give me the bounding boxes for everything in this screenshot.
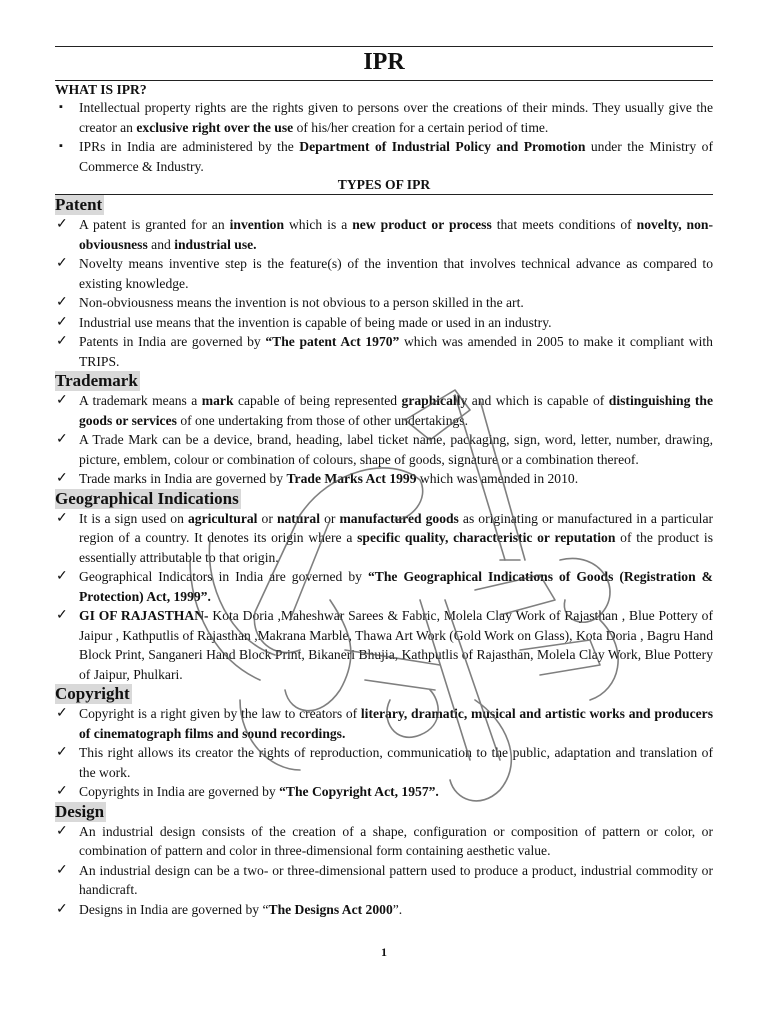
- section-item: [55, 606, 713, 684]
- bold-text: “The patent Act 1970”: [265, 334, 400, 349]
- text-run: IPRs in India are administered by the: [79, 139, 300, 154]
- check-icon: ✓: [56, 432, 68, 447]
- document-page: [55, 46, 713, 919]
- section-heading: [55, 371, 713, 391]
- check-icon: ✓: [56, 823, 68, 839]
- section-heading-label: Patent: [55, 195, 103, 214]
- bold-text: Department of Industrial Policy and Promotion: [299, 139, 586, 154]
- check-icon: ✓: [56, 862, 68, 878]
- section-item: [55, 313, 713, 333]
- bold-text: distinguishing the goods or services: [79, 393, 713, 428]
- check-icon: ✓: [56, 901, 68, 917]
- bullet-icon: ▪: [59, 140, 63, 152]
- bold-text: literary, dramatic, musical and artistic works and producers of cinematograph films and sound recordings.: [79, 706, 714, 741]
- text-run: Kota Doria ,Maheshwar Sarees & Fabric, Molela Clay Work of Rajasthan , Blue Pottery of Jaipur , Kathputlis of Rajasthan ,Makrana Marble, Thawa Art Work (Gold Work on Glass), Kota Doria , Bagru Hand Block Print, Sanganeri Hand Block Print, Bikaneri Bhujia, Kathputlis of Rajasthan, Molela Clay Work, Blue Pottery of Jaipur, Phulkari.: [79, 608, 713, 682]
- bold-text: mark: [201, 393, 234, 408]
- check-icon: ✓: [56, 217, 68, 232]
- section-item: [55, 509, 713, 568]
- what-is-heading: WHAT IS IPR?: [55, 82, 147, 97]
- page-number: 1: [381, 945, 387, 959]
- text-run: An industrial design consists of the creation of a shape, configuration or composition of pattern or color, or combination of pattern and color in three-dimensional form containing aesthetic value.: [79, 823, 713, 858]
- text-run: Copyrights in India are governed by: [79, 784, 280, 799]
- section-item: [55, 293, 713, 313]
- section-list: [55, 822, 713, 920]
- section-heading: [55, 802, 713, 822]
- text-run: under the Ministry of Commerce & Industry.: [79, 139, 713, 174]
- section-item: [55, 254, 713, 293]
- bold-text: new product or process: [352, 217, 492, 232]
- check-icon: ✓: [56, 295, 68, 310]
- bullet-icon: ▪: [59, 101, 63, 113]
- section-heading-label: Design: [55, 801, 105, 821]
- text-run: which was amended in 2010.: [416, 471, 579, 486]
- section-item: [55, 332, 713, 371]
- check-icon: ✓: [56, 784, 68, 799]
- bold-text: agricultural: [187, 510, 258, 526]
- check-icon: ✓: [56, 334, 68, 349]
- text-run: which was amended in 2005 to make it compliant with TRIPS.: [79, 334, 713, 369]
- text-run: or: [320, 510, 340, 526]
- text-run: and which is capable of: [467, 393, 609, 408]
- check-icon: ✓: [56, 608, 68, 623]
- section-item: [55, 861, 713, 900]
- bold-text: The Designs Act 2000: [268, 901, 393, 917]
- bold-text: GI OF RAJASTHAN-: [79, 608, 209, 623]
- section-heading-label: Copyright: [55, 684, 130, 703]
- section-item: [55, 430, 713, 469]
- section-item: [55, 469, 713, 489]
- section-list: [55, 509, 713, 685]
- text-run: A Trade Mark can be a device, brand, heading, label ticket name, packaging, sign, word, letter, number, drawing, picture, emblem, colour or combination of colours, shape of goods, signature or a combination thereof.: [79, 432, 713, 467]
- text-run: Patents in India are governed by: [79, 334, 266, 349]
- text-run: An industrial design can be a two- or three-dimensional pattern used to produce a product, industrial commodity or handicraft.: [79, 862, 713, 897]
- bold-text: invention: [229, 217, 285, 232]
- check-icon: ✓: [56, 569, 68, 584]
- text-run: capable of being represented: [233, 393, 402, 408]
- text-run: Novelty means inventive step is the feature(s) of the invention that involves technical advance as compared to existing knowledge.: [79, 256, 713, 291]
- text-run: Non-obviousness means the invention is not obvious to a person skilled in the art.: [79, 295, 524, 310]
- text-run: Trade marks in India are governed by: [79, 471, 287, 486]
- section-item: [55, 822, 713, 861]
- text-run: that meets conditions of: [491, 217, 637, 232]
- bold-text: natural: [276, 510, 320, 526]
- bold-text: “The Geographical Indications of Goods (Registration & Protection) Act, 1999”.: [79, 569, 713, 604]
- text-run: Copyright is a right given by the law to creators of: [79, 706, 361, 721]
- text-run: Designs in India are governed by “: [79, 901, 269, 917]
- bold-text: exclusive right over the use: [136, 119, 294, 135]
- section-item: [55, 567, 713, 606]
- section-heading: [55, 489, 713, 509]
- text-run: or: [257, 510, 277, 526]
- text-run: It is a sign used on: [79, 510, 188, 526]
- text-run: and: [147, 236, 175, 252]
- section-list: [55, 215, 713, 371]
- text-run: Intellectual property rights are the rights given to persons over the creations of their minds. They usually give the creator an: [79, 100, 713, 135]
- check-icon: ✓: [56, 314, 68, 330]
- section-heading: [55, 684, 713, 704]
- text-run: which is a: [284, 217, 353, 232]
- types-heading: TYPES OF IPR: [337, 177, 431, 192]
- section-heading-label: Geographical Indications: [55, 488, 239, 508]
- section-item: [55, 782, 713, 802]
- section-heading: [55, 195, 713, 215]
- section-item: [55, 391, 713, 430]
- what-is-bullet: [55, 137, 713, 176]
- section-list: [55, 704, 713, 802]
- check-icon: ✓: [56, 471, 68, 486]
- bold-text: “The Copyright Act, 1957”.: [279, 784, 439, 799]
- section-heading-label: Trademark: [55, 371, 138, 390]
- bold-text: manufactured goods: [339, 510, 459, 526]
- text-run: ”.: [392, 901, 403, 917]
- what-is-bullet: [55, 98, 713, 137]
- what-is-list: [55, 98, 713, 176]
- bold-text: novelty, non-obviousness: [79, 217, 714, 252]
- sections-container: [55, 195, 713, 919]
- text-run: Geographical Indicators in India are governed by: [79, 569, 368, 584]
- check-icon: ✓: [56, 393, 68, 408]
- text-run: of one undertaking from those of other undertakings.: [176, 412, 468, 428]
- page-title: IPR: [363, 49, 405, 75]
- check-icon: ✓: [56, 706, 68, 721]
- text-run: This right allows its creator the rights of reproduction, communication to the public, adaptation and translation of the work.: [79, 745, 713, 780]
- check-icon: ✓: [56, 256, 68, 271]
- section-item: [55, 900, 713, 920]
- bold-text: industrial use.: [174, 236, 257, 252]
- section-item: [55, 743, 713, 782]
- bold-text: specific quality, characteristic or reputation: [357, 530, 616, 545]
- bold-text: graphically: [401, 393, 468, 408]
- text-run: A trademark means a: [79, 393, 202, 408]
- bold-text: Trade Marks Act 1999: [286, 471, 417, 486]
- section-item: [55, 704, 713, 743]
- section-list: [55, 391, 713, 489]
- section-item: [55, 215, 713, 254]
- text-run: of the product is essentially attributable to that origin.: [79, 530, 713, 565]
- text-run: as originating or manufactured in a particular region of a country. It denotes its origin where a: [79, 510, 714, 545]
- text-run: of his/her creation for a certain period of time.: [293, 119, 549, 135]
- check-icon: ✓: [56, 745, 68, 760]
- text-run: A patent is granted for an: [79, 217, 230, 232]
- text-run: Industrial use means that the invention is capable of being made or used in an industry.: [79, 314, 552, 330]
- check-icon: ✓: [56, 510, 68, 526]
